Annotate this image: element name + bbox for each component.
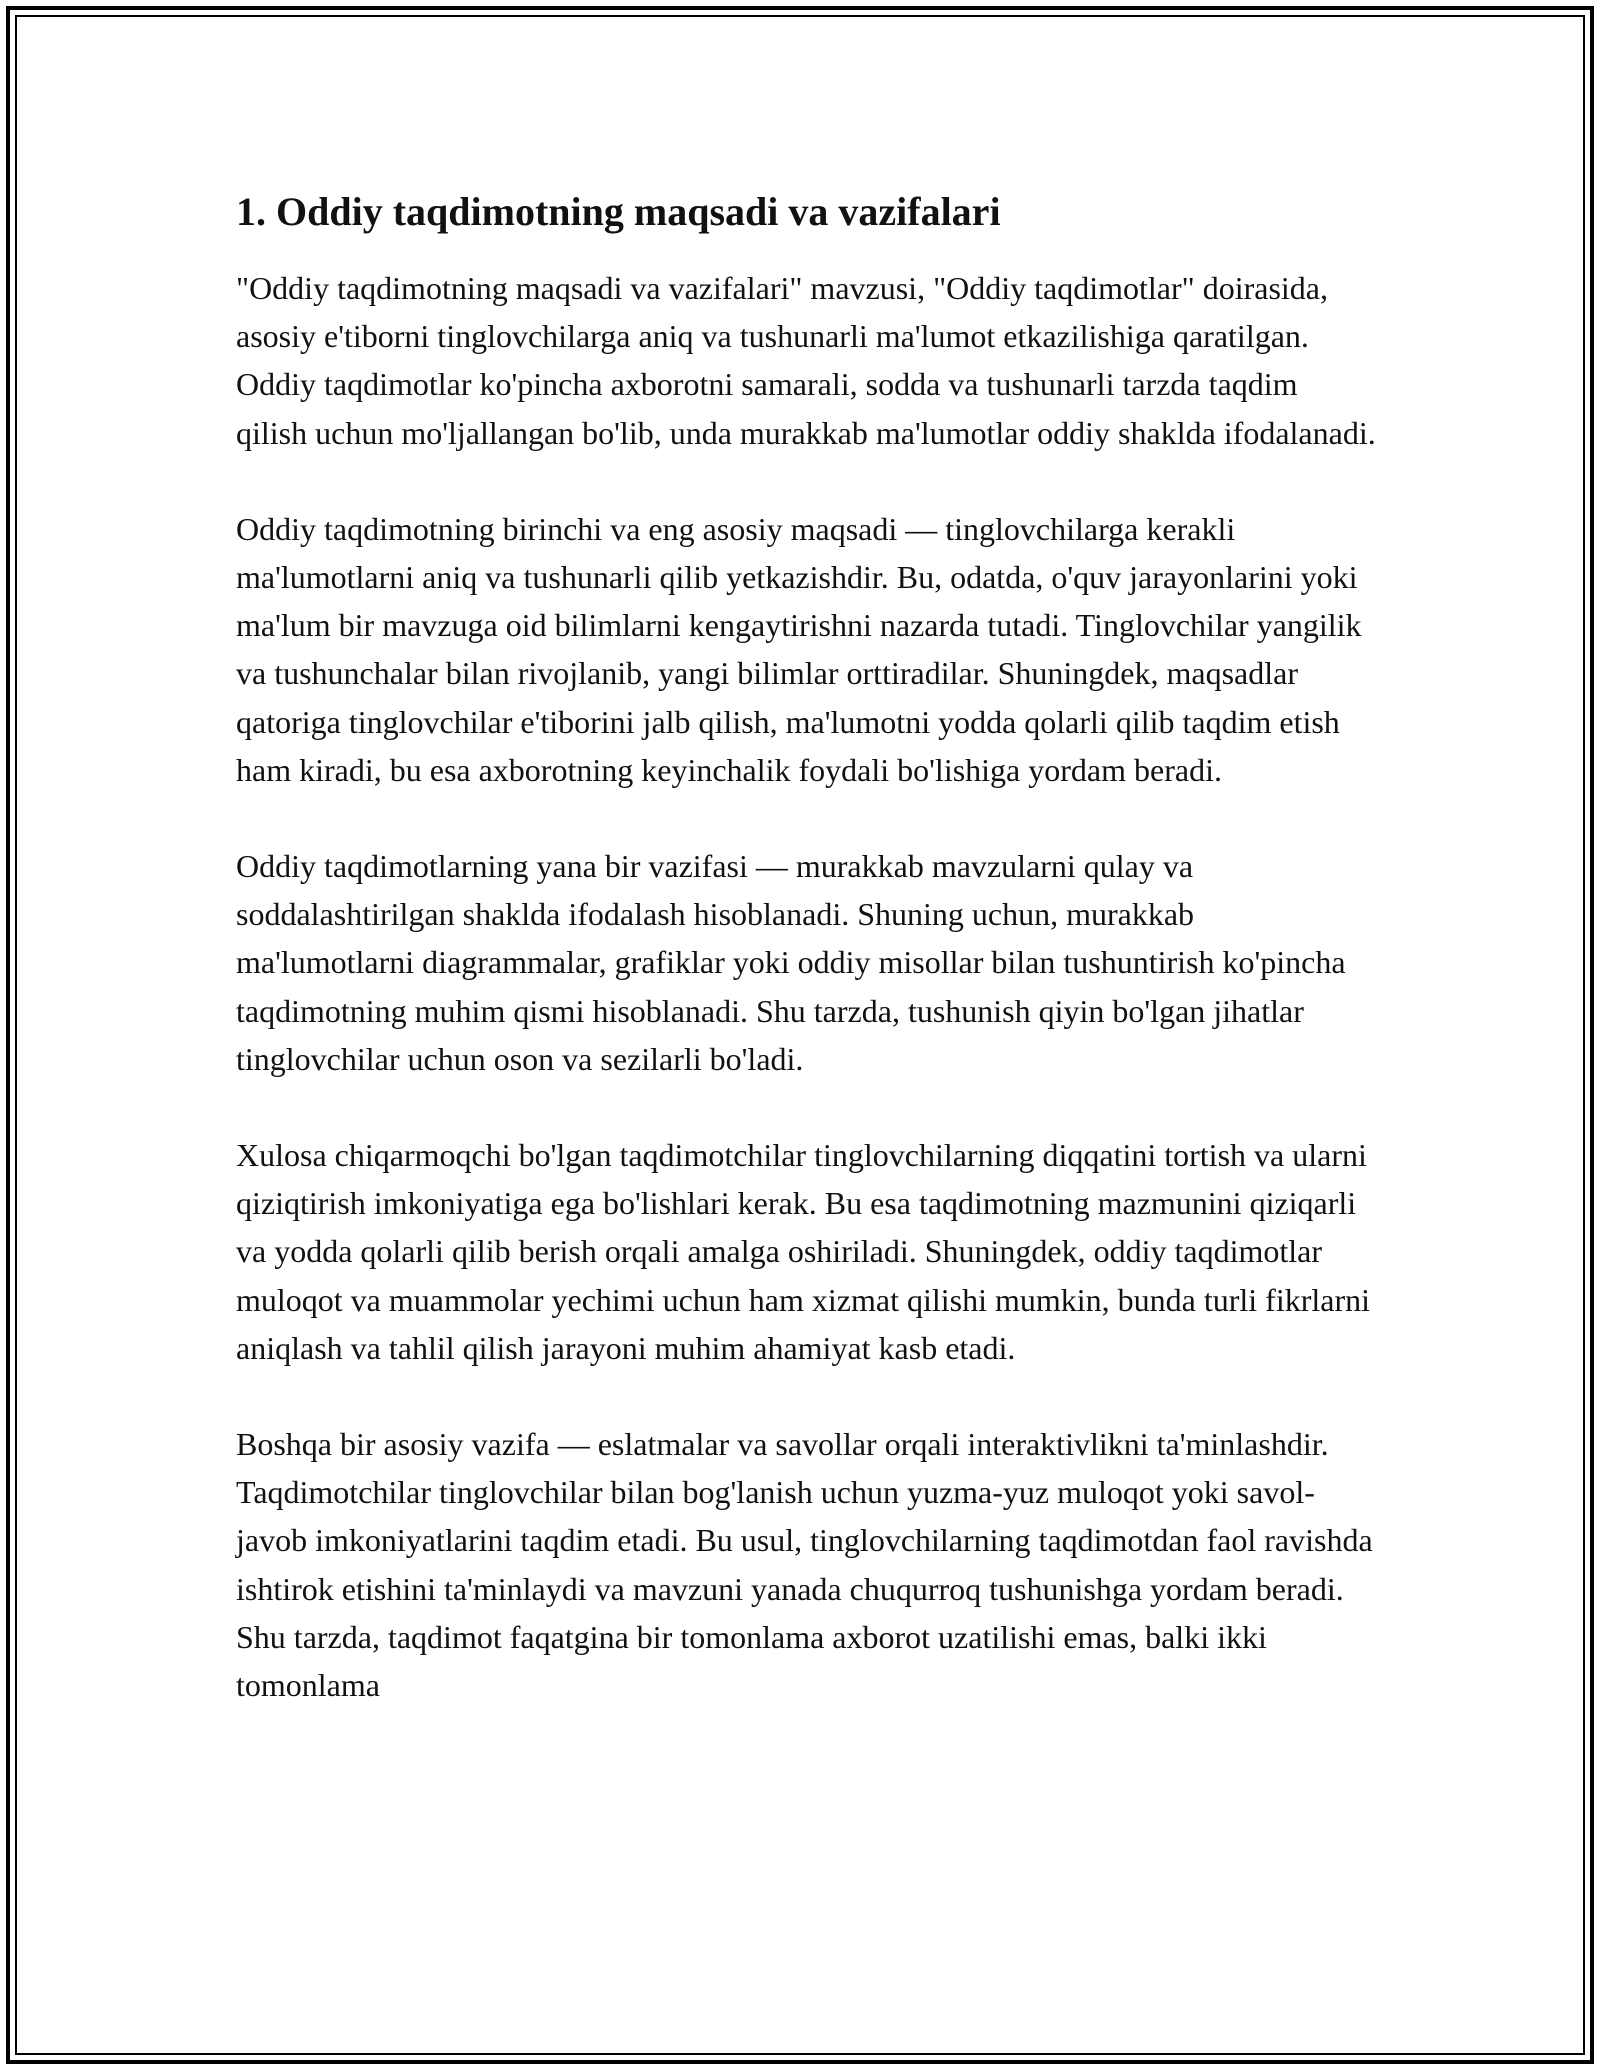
paragraph: Oddiy taqdimotlarning yana bir vazifasi — murakkab mavzularni qulay va soddalashtirilgan shaklda ifodalash hisoblanadi. Shuning uchun, murakkab ma'lumotlarni diagrammalar, grafiklar yoki oddiy misollar bilan tushuntirish ko'pincha taqdimotning muhim qismi hisoblanadi. Shu tarzda, tushunish qiyin bo'lgan jihatlar tinglovchilar uchun oson va sezilarli bo'ladi. [236,848,1346,1077]
paragraph: Oddiy taqdimotning birinchi va eng asosiy maqsadi — tinglovchilarga kerakli ma'lumotlarni aniq va tushunarli qilib yetkazishdir. Bu, odatda, o'quv jarayonlarini yoki ma'lum bir mavzuga oid bilimlarni kengaytirishni nazarda tutadi. Tinglovchilar yangilik va tushunchalar bilan rivojlanib, yangi bilimlar orttiradilar. Shuningdek, maqsadlar qatoriga tinglovchilar e'tiborini jalb qilish, ma'lumotni yodda qolarli qilib taqdim etish ham kiradi, bu esa axborotning keyinchalik foydali bo'lishiga yordam beradi. [236,510,1362,788]
document-body [236,182,1376,1709]
paragraph: "Oddiy taqdimotning maqsadi va vazifalari" mavzusi, "Oddiy taqdimotlar" doirasida, asosiy e'tiborni tinglovchilarga aniq va tushunarli ma'lumot etkazilishiga qaratilgan. Oddiy taqdimotlar ko'pincha axborotni samarali, sodda va tushunarli tarzda taqdim qilish uchun mo'ljallangan bo'lib, unda murakkab ma'lumotlar oddiy shaklda ifodalanadi. [236,270,1376,451]
section-heading: 1. Oddiy taqdimotning maqsadi va vazifalari [236,189,1001,234]
paragraph: Xulosa chiqarmoqchi bo'lgan taqdimotchilar tinglovchilarning diqqatini tortish va ularni qiziqtirish imkoniyatiga ega bo'lishlari kerak. Bu esa taqdimotning mazmunini qiziqarli va yodda qolarli qilib berish orqali amalga oshiriladi. Shuningdek, oddiy taqdimotlar muloqot va muammolar yechimi uchun ham xizmat qilishi mumkin, bunda turli fikrlarni aniqlash va tahlil qilish jarayoni muhim ahamiyat kasb etadi. [236,1137,1371,1366]
paragraph: Boshqa bir asosiy vazifa — eslatmalar va savollar orqali interaktivlikni ta'minlashdir. Taqdimotchilar tinglovchilar bilan bog'lanish uchun yuzma-yuz muloqot yoki savol-javob imkoniyatlarini taqdim etadi. Bu usul, tinglovchilarning taqdimotdan faol ravishda ishtirok etishini ta'minlaydi va mavzuni yanada chuqurroq tushunishga yordam beradi. Shu tarzda, taqdimot faqatgina bir tomonlama axborot uzatilishi emas, balki ikki tomonlama [236,1426,1373,1704]
